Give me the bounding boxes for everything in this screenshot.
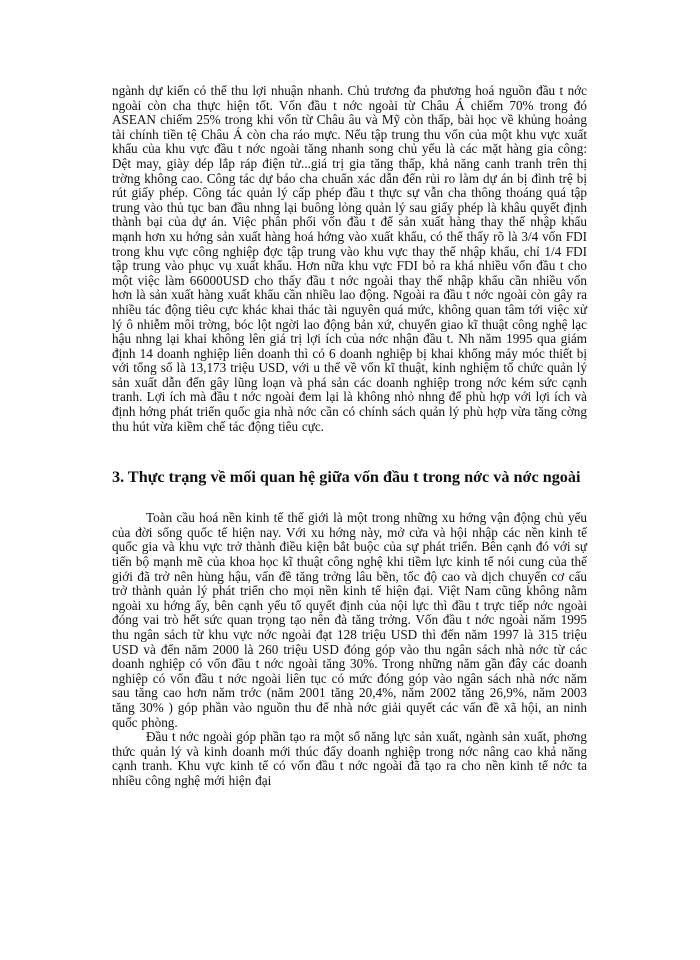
document-page: [112, 84, 587, 789]
body-paragraph: Đầu t nớc ngoài góp phần tạo ra một số năng lực sản xuất, ngành sản xuất, phơng thức quản lý và kinh doanh mới thúc đẩy doanh nghiệp trong nớc nâng cao khả năng cạnh tranh. Khu vực kinh tế có vốn đầu t nớc ngoài đã tạo ra cho nền kinh tế nớc ta nhiều công nghệ mới hiện đại: [112, 729, 587, 788]
body-paragraph: ngành dự kiến có thể thu lợi nhuận nhanh. Chủ trương đa phương hoá nguồn đầu t nớc ngoài còn cha thực hiện tốt. Vốn đầu t nớc ngoài từ Châu Á chiếm 70% trong đó ASEAN chiếm 25% trong khi vốn từ Châu âu và Mỹ còn thấp, bài học về khủng hoảng tài chính tiền tệ Châu Á còn cha ráo mực. Nếu tập trung thu vốn của một khu vực xuất khẩu của khu vực đầu t nớc ngoài tăng nhanh song chủ yếu là các mặt hàng gia công: Dệt may, giày dép lắp ráp điện tử...giá trị gia tăng thấp, khả năng canh tranh trên thị trờng không cao. Công tác dự báo cha chuẩn xác dẫn đến rủi ro làm dự án bị đình trệ bị rút giấy phép. Công tác quản lý cấp phép đầu t thực sự vẫn cha thông thoáng quá tập trung vào thủ tục ban đầu nhng lại buông lỏng quản lý sau giấy phép là khâu quyết định thành bại của dự án. Việc phân phối vốn đầu t để sản xuất hàng thay thế nhập khẩu mạnh hơn xu hớng sản xuất hàng hoá hớng vào xuất khẩu, có thể thấy rõ là 3/4 vốn FDI trong khu vực công nghiệp đợc tập trung vào khu vực thay thế nhập khẩu, chỉ 1/4 FDI tập trung vào phục vụ xuất khẩu. Hơn nữa khu vực FDI bỏ ra khá nhiều vốn đầu t cho một việc làm 66000USD cho thấy đầu t nớc ngoài thay thế nhập khẩu cần nhiều vốn hơn là sản xuất hàng xuất khẩu cần nhiều lao động. Ngoài ra đầu t nớc ngoài còn gây ra nhiều tác động tiêu cực khác khai thác tài nguyên quá mức, không quan tâm tới việc xử lý ô nhiễm môi trờng, bóc lột ngời lao động bản xứ, chuyển giao kĩ thuật công nghệ lạc hậu nhng lại khai không lên giá trị lợi ích của nớc nhận đầu t. Nh năm 1995 qua giám định 14 doanh nghiệp liên doanh thì có 6 doanh nghiệp bị khai khống máy móc thiết bị với tổng số là 13,173 triệu USD, với u thế về vốn kĩ thuật, kinh nghiệm tổ chức quản lý sản xuất dẫn đến gây lũng loạn và phá sản các doanh nghiệp trong nớc kém sức cạnh tranh. Lợi ích mà đầu t nớc ngoài đem lại là không nhỏ nhng để phù hợp với lợi ích và định hớng phát triển quốc gia nhà nớc cần có chính sách quản lý phù hợp vừa tăng cờng thu hút vừa kiềm chế tác động tiêu cực.: [112, 83, 587, 434]
section-heading: 3. Thực trạng về mối quan hệ giữa vốn đầu t trong nớc và nớc ngoài: [112, 468, 581, 487]
body-paragraph: Toàn cầu hoá nền kinh tế thế giới là một trong những xu hớng vận động chủ yếu của đời sống quốc tế hiện nay. Với xu hớng này, mở cửa và hội nhập các nền kinh tế quốc gia và khu vực trở thành điều kiện bắt buộc của sự phát triển. Bên cạnh đó với sự tiến bộ mạnh mẽ của khoa học kĩ thuật công nghệ khi tiềm lực kinh tế nói cung của thế giới đã trở nên hùng hậu, vấn đề tăng trởng lâu bền, tốc độ cao và dịch chuyển cơ cấu trở thành quản lý phát triển cho mọi nền kinh tế hiện đại. Việt Nam cũng không nằm ngoài xu hớng ấy, bên cạnh yếu tố quyết định của nội lực thì đầu t trực tiếp nớc ngoài đóng vai trò hết sức quan trọng tạo nên đà tăng trởng. Vốn đầu t nớc ngoài năm 1995 thu ngân sách từ khu vực nớc ngoài đạt 128 triệu USD thì đến năm 1997 là 315 triệu USD và đến năm 2000 là 260 triệu USD đóng góp vào thu ngân sách nhà nớc từ các doanh nghiệp có vốn đầu t nớc ngoài tăng 30%. Trong những năm gần đây các doanh nghiệp có vốn đầu t nớc ngoài liên tục có mức đóng góp vào ngân sách nhà nớc năm sau tăng cao hơn năm trớc (năm 2001 tăng 20,4%, năm 2002 tăng 26,9%, năm 2003 tăng 30% ) góp phần vào nguồn thu để nhà nớc giải quyết các vấn đề xã hội, an ninh quốc phòng.: [112, 510, 587, 730]
